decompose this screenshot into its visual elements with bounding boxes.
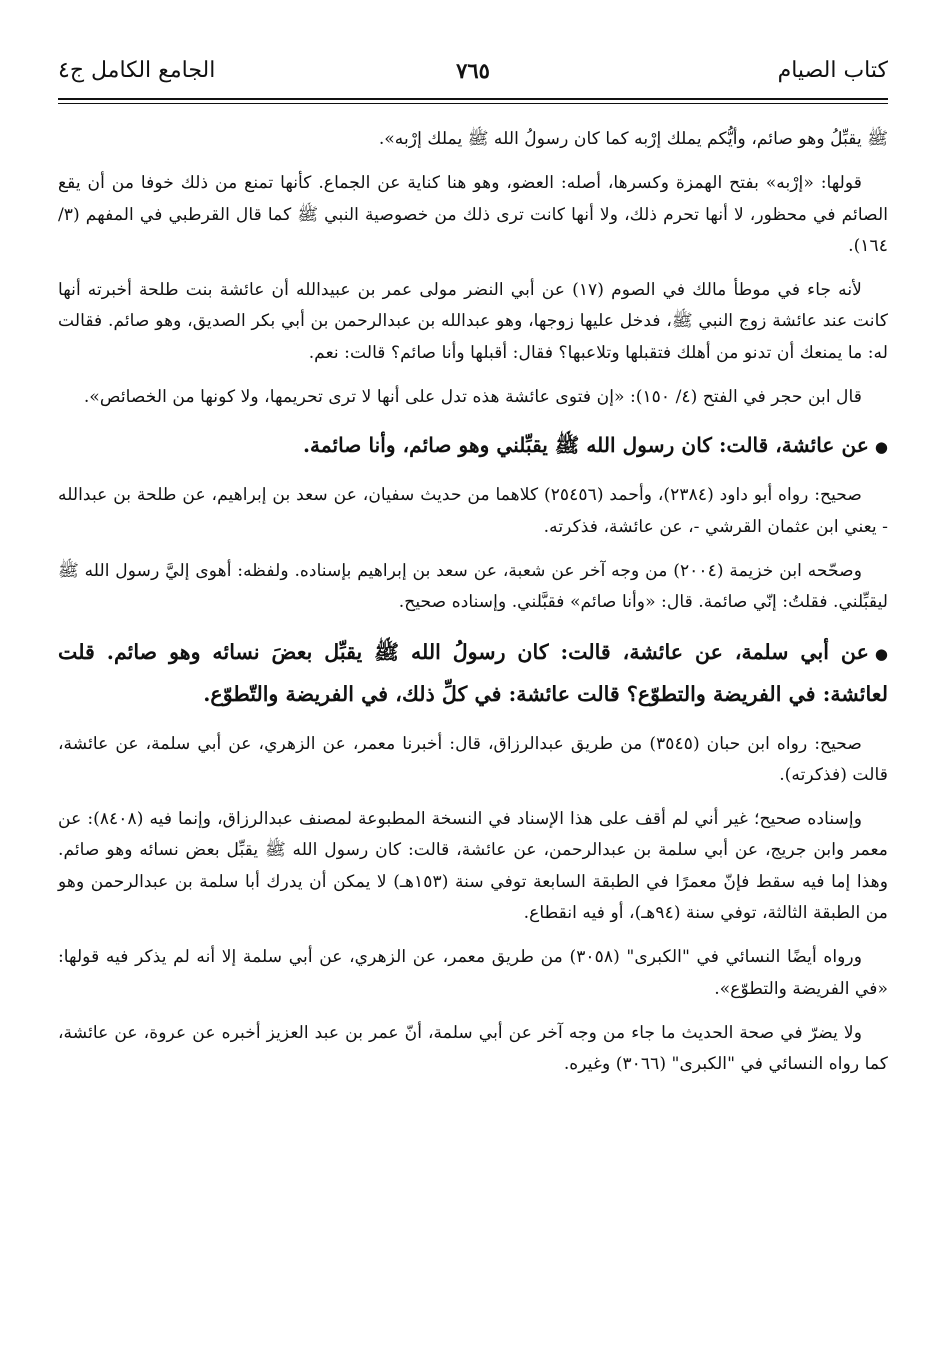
hadith-text xyxy=(58,426,888,466)
commentary-paragraph: صحيح: رواه ابن حبان (٣٥٤٥) من طريق عبدالرزاق، قال: أخبرنا معمر، عن الزهري، عن أبي سلمة، عن عائشة، قالت (فذكرته). xyxy=(58,733,888,785)
commentary-paragraph: وإسناده صحيح؛ غير أني لم أقف على هذا الإسناد في النسخة المطبوعة لمصنف عبدالرزاق، وإنما فيه (٨٤٠٨): عن معمر وابن جريج، عن أبي سلمة بن عبدالرحمن، عن عائشة، قالت: كان رسول الله ﷺ يقبِّل بعض نسائه وهو صائم. وهذا إما فيه سقط فإنّ معمرًا في الطبقة السابعة توفي سنة (١٥٣هـ) لا يمكن أن يدرك أبا سلمة بن عبدالرحمن وهو من الطبقة الثالثة، توفي سنة (٩٤هـ)، أو فيه انقطاع. xyxy=(58,809,888,924)
commentary-paragraph: ولا يضرّ في صحة الحديث ما جاء من وجه آخر عن أبي سلمة، أنّ عمر بن عبد العزيز أخبره عن عروة، عن عائشة، كما رواه النسائي في "الكبرى" (٣٠٦٦) وغيره. xyxy=(58,1022,888,1075)
page xyxy=(58,52,888,1094)
bullet-icon: ● xyxy=(874,644,888,663)
page-body xyxy=(58,124,888,1081)
commentary-paragraph: لأنه جاء في موطأ مالك في الصوم (١٧) عن أبي النضر مولى عمر بن عبيدالله أن عائشة بنت طلحة أخبرته أنها كانت عند عائشة زوج النبي ﷺ، فدخل عليها زوجها، وهو عبدالله بن عبدالرحمن بن أبي بكر الصديق، وهو صائم. فقالت له: ما يمنعك أن تدنو من أهلك فتقبلها وتلاعبها؟ فقال: أقبلها وأنا صائم؟ قالت: نعم. xyxy=(58,280,888,363)
commentary-paragraph: ﷺ يقبِّلُ وهو صائم، وأيُّكم يملك إرْبه كما كان رسولُ الله ﷺ يملك إرْبه». xyxy=(378,129,888,149)
volume-title: الجامع الكامل ج٤ xyxy=(58,58,216,83)
commentary-paragraph: ورواه أيضًا النسائي في "الكبرى" (٣٠٥٨) من طريق معمر، عن الزهري، عن أبي سلمة إلا أنه لم يذكر فيه قولها: «في الفريضة والتطوّع». xyxy=(58,947,888,999)
hadith-text xyxy=(58,632,888,715)
page-number: ٧٦٥ xyxy=(456,58,490,83)
commentary-paragraph: صحيح: رواه أبو داود (٢٣٨٤)، وأحمد (٢٥٤٥٦) كلاهما من حديث سفيان، عن سعد بن إبراهيم، عن طلحة بن عبدالله - يعني ابن عثمان القرشي -، عن عائشة، فذكرته. xyxy=(58,485,888,537)
bullet-icon: ● xyxy=(874,438,888,457)
commentary-paragraph: وصحّحه ابن خزيمة (٢٠٠٤) من وجه آخر عن شعبة، عن سعد بن إبراهيم بإسناده. ولفظه: أهوى إليَّ رسول الله ﷺ ليقبِّلني. فقلتُ: إنّي صائمة. قال: «وأنا صائم» فقبَّلني. وإسناده صحيح. xyxy=(58,560,888,613)
hadith-body: عن عائشة، قالت: كان رسول الله ﷺ يقبِّلني وهو صائم، وأنا صائمة. xyxy=(303,433,869,458)
header-rule-thin xyxy=(58,103,888,104)
commentary-paragraph: قال ابن حجر في الفتح (٤/ ١٥٠): «إن فتوى عائشة هذه تدل على أنها لا ترى تحريمها، ولا كونها من الخصائص». xyxy=(83,387,862,408)
commentary-paragraph: قولها: «إرْبه» بفتح الهمزة وكسرها، أصله: العضو، وهو هنا كناية عن الجماع. كأنها تمنع من ذلك خوفا من أن يقع الصائم في محظور، لا أنها تحرم ذلك، ولا أنها كانت ترى ذلك من خصوصية النبي ﷺ كما قال القرطبي في المفهم (٣/ ١٦٤). xyxy=(58,173,888,256)
page-header xyxy=(58,52,888,98)
book-title: كتاب الصيام xyxy=(777,58,888,83)
hadith-body: عن أبي سلمة، عن عائشة، قالت: كان رسولُ الله ﷺ يقبِّل بعضَ نسائه وهو صائم. قلت لعائشة: في الفريضة والتطوّع؟ قالت عائشة: في كلِّ ذلك، في الفريضة والتّطوّع. xyxy=(58,639,888,707)
header-rule xyxy=(58,98,888,100)
